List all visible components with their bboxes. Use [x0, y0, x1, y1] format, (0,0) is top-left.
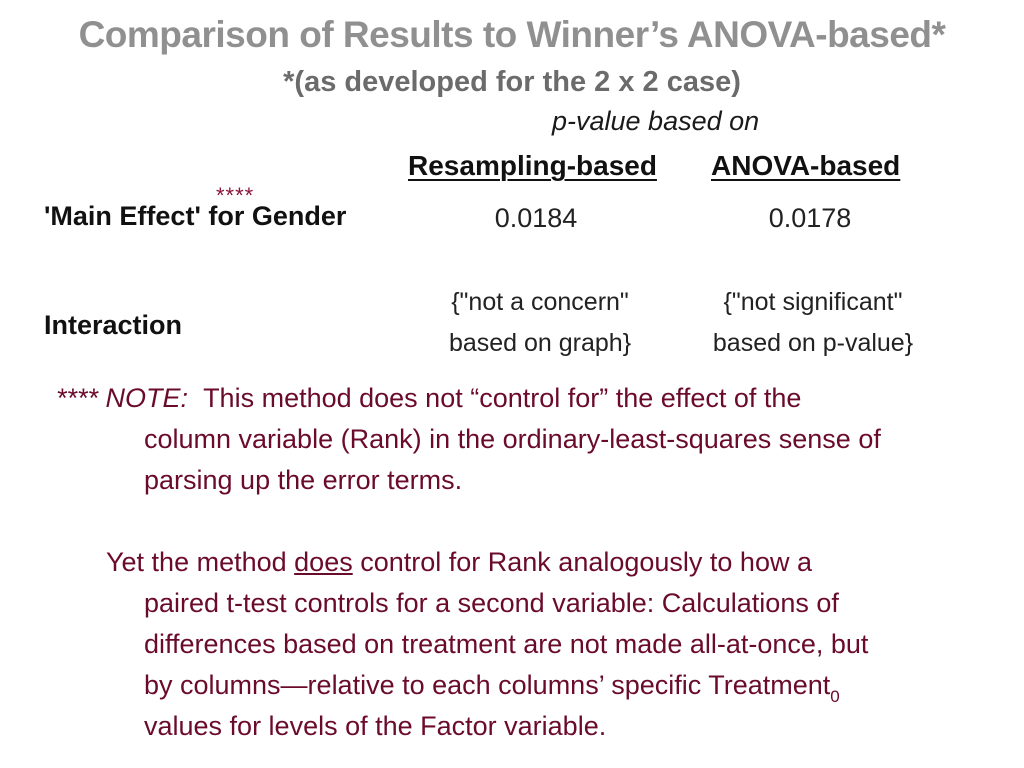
cell-interaction-anova-line2: based on p-value} — [712, 329, 914, 357]
paragraph-line: differences based on treatment are not made all-at-once, but — [144, 629, 869, 659]
paragraph-text: control for Rank analogously to how a — [352, 547, 812, 577]
column-header-resampling: Resampling-based — [408, 150, 657, 181]
cell-gender-resampling: 0.0184 — [494, 203, 578, 233]
emphasis-does: does — [294, 547, 353, 577]
cell-interaction-resampling-line1: {"not a concern" — [451, 288, 629, 316]
paragraph-text: by columns—relative to each columns’ specific Treatment — [144, 670, 831, 700]
column-header-anova: ANOVA-based — [711, 150, 901, 181]
row-label-interaction: Interaction — [44, 310, 183, 340]
paragraph-line — [106, 547, 812, 578]
cell-interaction-anova-line1: {"not significant" — [723, 288, 903, 316]
note-line: parsing up the error terms. — [144, 465, 463, 495]
slide-subtitle: *(as developed for the 2 x 2 case) — [283, 66, 741, 98]
cell-gender-anova: 0.0178 — [768, 203, 852, 233]
paragraph-line: values for levels of the Factor variable. — [144, 711, 607, 741]
note-line: column variable (Rank) in the ordinary-least-squares sense of — [144, 424, 881, 454]
footnote-marker: **** — [216, 183, 255, 208]
cell-interaction-resampling-line2: based on graph} — [448, 329, 632, 357]
subscript-zero: 0 — [830, 687, 840, 706]
paragraph-line: paired t-test controls for a second variable: Calculations of — [144, 588, 839, 618]
row-label-main-effect-gender: 'Main Effect' for Gender — [44, 201, 347, 231]
paragraph-text: Yet the method — [106, 547, 295, 577]
paragraph-line — [144, 670, 840, 706]
slide-title: Comparison of Results to Winner’s ANOVA-based* — [78, 14, 946, 55]
note-text: This method does not “control for” the effect of the — [203, 383, 802, 413]
table-caption: p-value based on — [552, 106, 760, 136]
note-lead: **** NOTE: — [56, 383, 189, 413]
note-line — [56, 383, 801, 414]
